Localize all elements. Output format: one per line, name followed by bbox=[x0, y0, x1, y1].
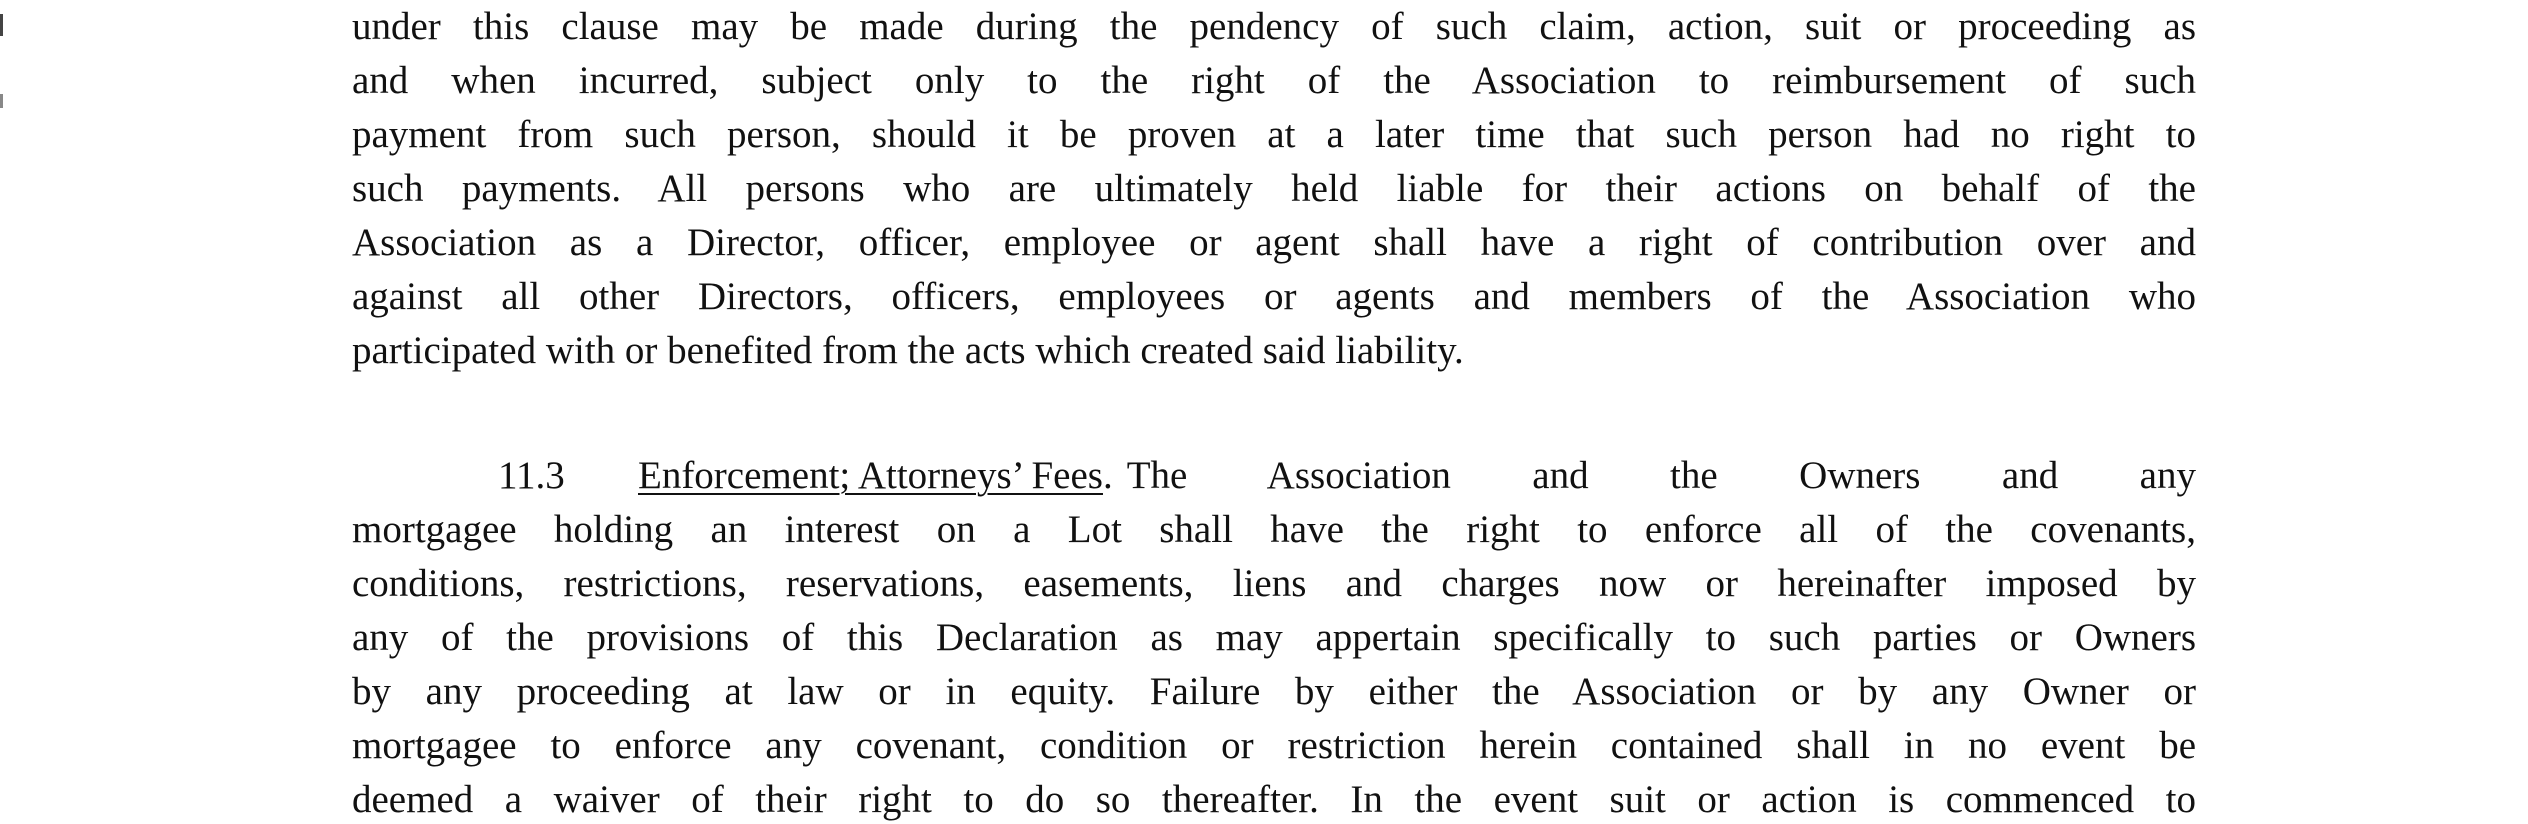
section-title-period: . bbox=[1102, 454, 1113, 497]
margin-mark bbox=[0, 94, 3, 108]
section-title: Enforcement; Attorneys’ Fees bbox=[638, 454, 1103, 497]
text-line: such payments. All persons who are ultimately held liable for their actions on behalf of the bbox=[352, 167, 2196, 210]
text-line: payment from such person, should it be proven at a later time that such person had no right to bbox=[352, 113, 2196, 156]
text-line: mortgagee holding an interest on a Lot shall have the right to enforce all of the covenants, bbox=[352, 508, 2196, 551]
text-line: any of the provisions of this Declaration as may appertain specifically to such parties or Owners bbox=[352, 616, 2196, 659]
text-line: against all other Directors, officers, employees or agents and members of the Association who bbox=[352, 275, 2196, 318]
margin-mark bbox=[0, 14, 3, 36]
text-line: Association as a Director, officer, employee or agent shall have a right of contribution over and bbox=[352, 221, 2196, 264]
text-line: mortgagee to enforce any covenant, condition or restriction herein contained shall in no event be bbox=[352, 724, 2196, 767]
section-number: 11.3 bbox=[498, 454, 565, 497]
section-heading-line bbox=[352, 449, 2196, 503]
text-line: by any proceeding at law or in equity. Failure by either the Association or by any Owner or bbox=[352, 670, 2196, 713]
text-line: conditions, restrictions, reservations, easements, liens and charges now or hereinafter imposed by bbox=[352, 562, 2196, 605]
text-line: under this clause may be made during the pendency of such claim, action, suit or proceeding as bbox=[352, 5, 2196, 48]
text-line: deemed a waiver of their right to do so thereafter. In the event suit or action is commenced to bbox=[352, 778, 2196, 821]
paragraph-indemnification-continued bbox=[352, 0, 2196, 378]
text-line: and when incurred, subject only to the right of the Association to reimbursement of such bbox=[352, 59, 2196, 102]
section-11-3 bbox=[352, 449, 2196, 824]
text-line: participated with or benefited from the acts which created said liability. bbox=[352, 329, 1464, 372]
section-first-line-text: The Association and the Owners and any bbox=[1126, 454, 2196, 497]
